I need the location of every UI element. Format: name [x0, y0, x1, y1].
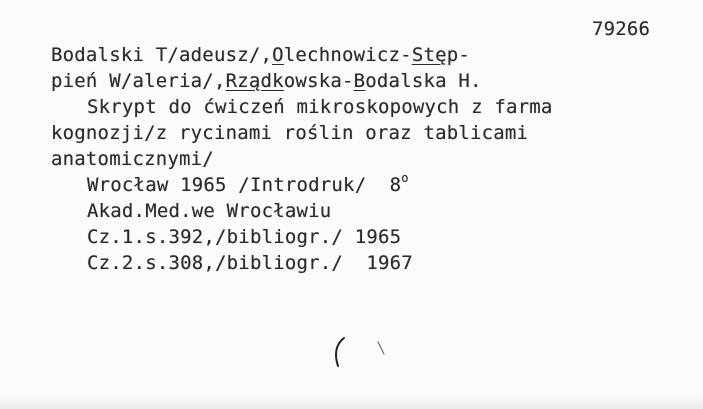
author-bodalski: Bodalski T/adeusz/, [51, 44, 273, 66]
volume-line-1: Cz.1.s.392,/bibliogr./ 1965 [87, 226, 402, 248]
author-bodalska-rest: odalska H. [365, 70, 482, 92]
imprint-line [87, 172, 409, 198]
author-olechnowicz-rest: lechnowicz- [283, 44, 412, 66]
title-line-2: kognozji/z rycinami roślin oraz tablicami [51, 122, 529, 144]
authors-line-2 [51, 68, 482, 94]
imprint-format-superscript: o [401, 171, 409, 185]
author-stepien-initial: Stę [411, 44, 447, 66]
author-stepien-continued: pień W/aleria/, [51, 70, 226, 92]
author-rzadkowska-initial: Rządk [225, 70, 284, 92]
catalog-number: 79266 [592, 18, 651, 40]
author-stepien-rest: p- [446, 44, 471, 66]
card-bottom-edge [0, 395, 703, 409]
author-rzadkowska-rest: owska- [283, 70, 354, 92]
author-bodalska-initial: B [353, 70, 366, 92]
author-olechnowicz-initial: O [272, 44, 284, 66]
punch-hole-icon [322, 330, 392, 370]
authors-line-1 [51, 42, 470, 68]
title-line-1: Skrypt do ćwiczeń mikroskopowych z farma [87, 96, 553, 118]
title-line-3: anatomicznymi/ [51, 148, 214, 170]
volume-line-2: Cz.2.s.308,/bibliogr./ 1967 [87, 252, 413, 274]
imprint-text: Wrocław 1965 /Introdruk/ 8 [87, 174, 402, 196]
institution-line: Akad.Med.we Wrocławiu [87, 200, 332, 222]
